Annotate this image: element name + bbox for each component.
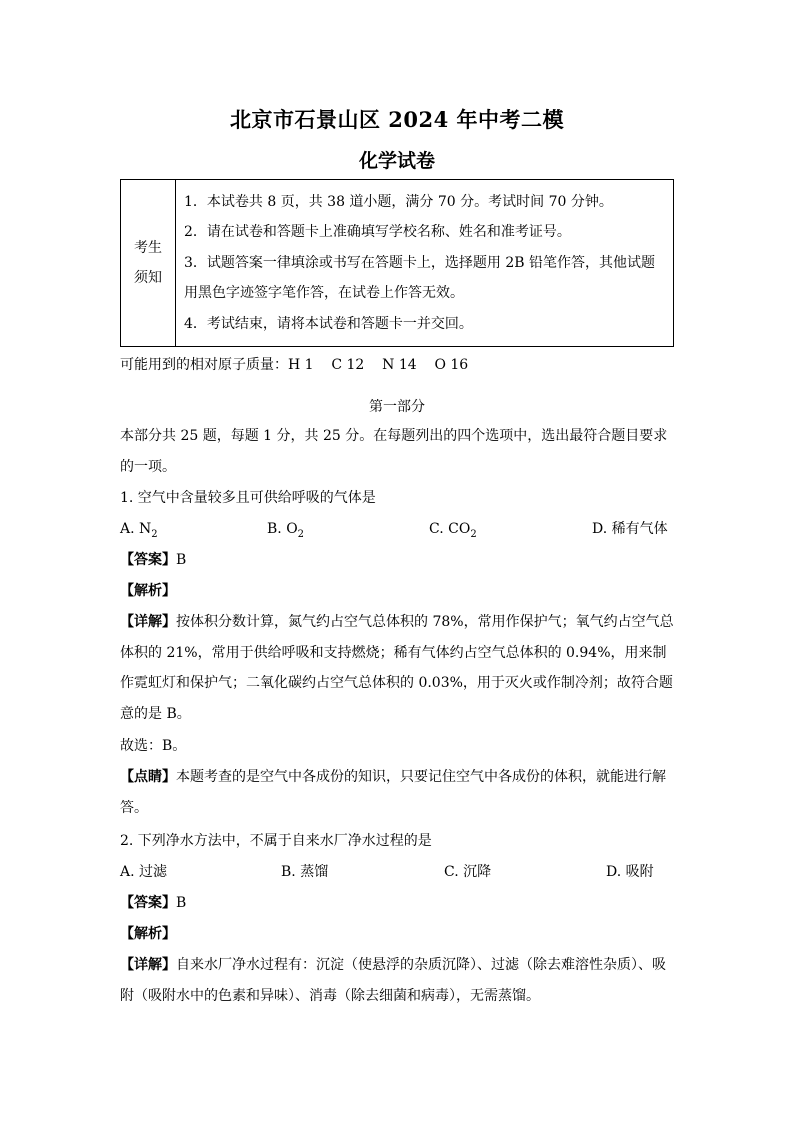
detail-text: 自来水厂净水过程有：沉淀（使悬浮的杂质沉降）、过滤（除去难溶性杂质）、吸附（吸附水中的色素和异味）、消毒（除去细菌和病毒），无需蒸馏。 — [120, 957, 666, 1004]
notice-item: 4．考试结束，请将本试卷和答题卡一并交回。 — [184, 315, 473, 332]
notice-table — [120, 179, 674, 347]
question-2-stem: 2. 下列净水方法中，不属于自来水厂净水过程的是 — [120, 833, 432, 849]
option-b-text: B. O — [267, 521, 298, 537]
option-c-text: C. CO — [429, 521, 471, 537]
answer-value: B — [176, 895, 187, 911]
answer-value: B — [176, 552, 187, 568]
notice-item: 1．本试卷共 8 页，共 38 道小题，满分 70 分。考试时间 70 分钟。 — [184, 193, 613, 210]
notice-item: 2．请在试卷和答题卡上准确填写学校名称、姓名和准考证号。 — [184, 224, 571, 241]
option-d: D. 稀有气体 — [592, 521, 668, 537]
option-b-subscript: 2 — [297, 528, 305, 540]
question-2-analysis-tag: 【解析】 — [120, 926, 176, 942]
section-intro: 本部分共 25 题，每题 1 分，共 25 分。在每题列出的四个选项中，选出最符合题目要求的一项。 — [120, 428, 668, 475]
answer-tag: 【答案】 — [120, 895, 176, 911]
atomic-mass-values: H 1 C 12 N 14 O 16 — [288, 357, 469, 373]
detail-text: 按体积分数计算，氮气约占空气总体积的 78%，常用作保护气；氧气约占空气总体积的 21%，常用于供给呼吸和支持燃烧；稀有气体约占空气总体积的 0.94%，用来制作霓虹灯和保护气；二氧化碳约占空气总体积的 0.03%，用于灭火或作制冷剂；故符合题意的是 B。 — [120, 614, 674, 722]
option-a-subscript: 2 — [151, 528, 158, 540]
atomic-mass-line — [120, 354, 468, 374]
question-1-choice: 故选：B。 — [120, 738, 187, 754]
notice-items — [176, 180, 674, 347]
page-title: 北京市石景山区 2024 年中考二模 — [229, 107, 565, 132]
atomic-mass-label: 可能用到的相对原子质量： — [120, 357, 288, 373]
question-1-stem: 1. 空气中含量较多且可供给呼吸的气体是 — [120, 490, 376, 506]
option-a: A. 过滤 — [120, 864, 168, 880]
option-a-text: A. N — [120, 521, 152, 537]
question-1-answer — [120, 545, 675, 576]
question-1-comment — [120, 762, 675, 823]
option-c-subscript: 2 — [470, 528, 477, 540]
notice-item: 3．试题答案一律填涂或书写在答题卡上，选择题用 2B 铅笔作答，其他试题用黑色字迹签字笔作答，在试卷上作答无效。 — [184, 254, 656, 302]
section-title: 第一部分 — [369, 399, 425, 415]
option-c: C. 沉降 — [444, 864, 492, 880]
question-2-detail — [120, 950, 675, 1011]
page-subtitle: 化学试卷 — [358, 150, 435, 172]
question-1-detail — [120, 607, 675, 729]
option-b: B. 蒸馏 — [281, 864, 329, 880]
notice-label — [121, 180, 176, 347]
comment-tag: 【点睛】 — [120, 769, 176, 785]
comment-text: 本题考查的是空气中各成份的知识，只要记住空气中各成份的体积，就能进行解答。 — [120, 769, 666, 816]
detail-tag: 【详解】 — [120, 614, 176, 630]
notice-label-line1: 考生 — [134, 240, 162, 256]
notice-label-line2: 须知 — [134, 270, 162, 286]
question-1-options — [120, 514, 675, 544]
question-2-answer — [120, 888, 675, 919]
detail-tag: 【详解】 — [120, 957, 176, 973]
question-2-options — [120, 857, 675, 887]
question-1-analysis-tag: 【解析】 — [120, 583, 176, 599]
answer-tag: 【答案】 — [120, 552, 176, 568]
option-d: D. 吸附 — [606, 864, 654, 880]
